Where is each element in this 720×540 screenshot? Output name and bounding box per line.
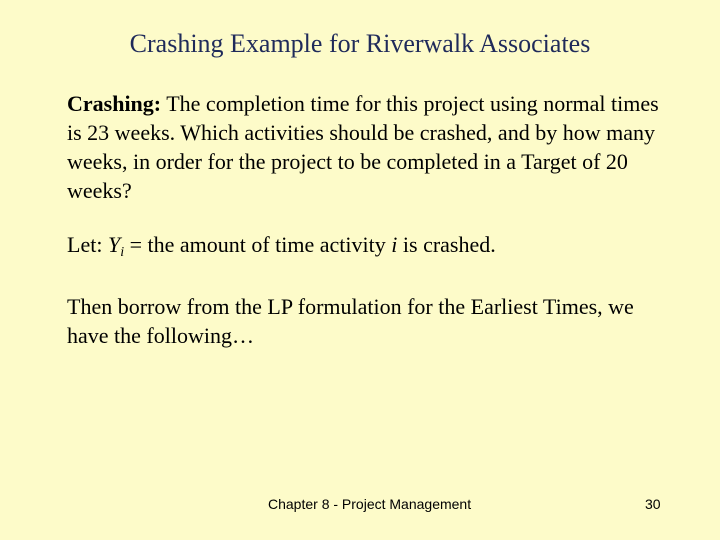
let-text-2: is crashed.	[397, 232, 496, 257]
variable-i: i	[391, 232, 398, 257]
let-paragraph	[67, 230, 667, 267]
variable-subscript: i	[120, 245, 125, 260]
page-number: 30	[645, 496, 661, 512]
slide-title: Crashing Example for Riverwalk Associates	[129, 29, 591, 58]
variable-y: Y	[107, 232, 121, 257]
let-text-1: = the amount of time activity	[124, 232, 392, 257]
footer-chapter-label: Chapter 8 - Project Management	[268, 496, 472, 512]
crashing-text: The completion time for this project using normal times is 23 weeks. Which activities should be crashed, and by how many weeks, in order for the project to be completed in a Target of 20 weeks?	[67, 91, 659, 203]
crashing-label: Crashing:	[67, 91, 162, 116]
crashing-paragraph	[67, 89, 667, 205]
slide-body	[67, 89, 667, 350]
lp-paragraph: Then borrow from the LP formulation for the Earliest Times, we have the following…	[67, 294, 634, 348]
let-prefix: Let:	[67, 232, 108, 257]
